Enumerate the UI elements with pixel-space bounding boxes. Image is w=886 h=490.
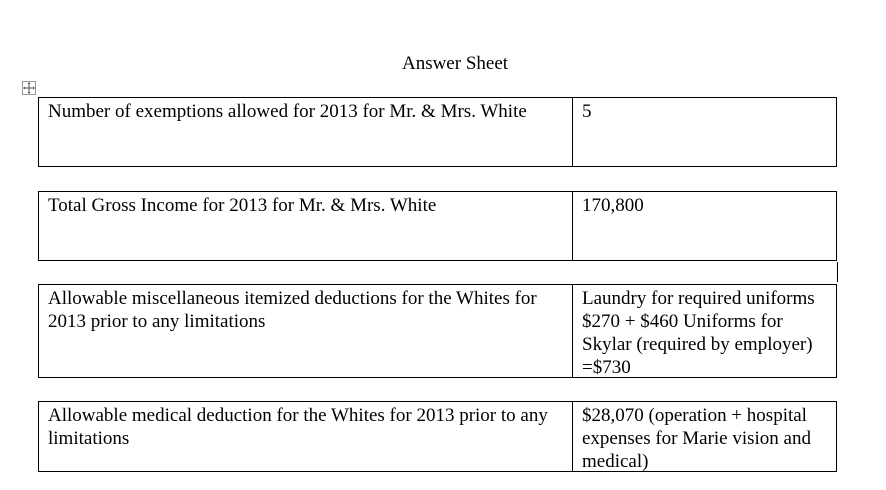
medical-deduction-value[interactable]: $28,070 (operation + hospital expenses for Marie vision and medical) — [582, 405, 811, 472]
exemptions-value[interactable]: 5 — [582, 101, 592, 122]
medical-deduction-label[interactable]: Allowable medical deduction for the Whites for 2013 prior to any limitations — [39, 402, 573, 471]
misc-deductions-label[interactable]: Allowable miscellaneous itemized deductions for the Whites for 2013 prior to any limitations — [39, 285, 573, 377]
gross-income-value[interactable]: 170,800 — [582, 195, 644, 216]
exemptions-table — [38, 97, 837, 167]
misc-deductions-value[interactable]: Laundry for required uniforms $270 + $460 Uniforms for Skylar (required by employer) =$730 — [582, 288, 815, 378]
table-move-handle-icon[interactable] — [22, 81, 36, 95]
exemptions-label[interactable]: Number of exemptions allowed for 2013 for Mr. & Mrs. White — [39, 98, 573, 166]
text-cursor — [837, 262, 838, 282]
gross-income-table — [38, 191, 837, 261]
misc-deductions-table — [38, 284, 837, 378]
medical-deduction-table — [38, 401, 837, 472]
page-title: Answer Sheet — [401, 53, 509, 74]
gross-income-label[interactable]: Total Gross Income for 2013 for Mr. & Mrs. White — [39, 192, 573, 260]
